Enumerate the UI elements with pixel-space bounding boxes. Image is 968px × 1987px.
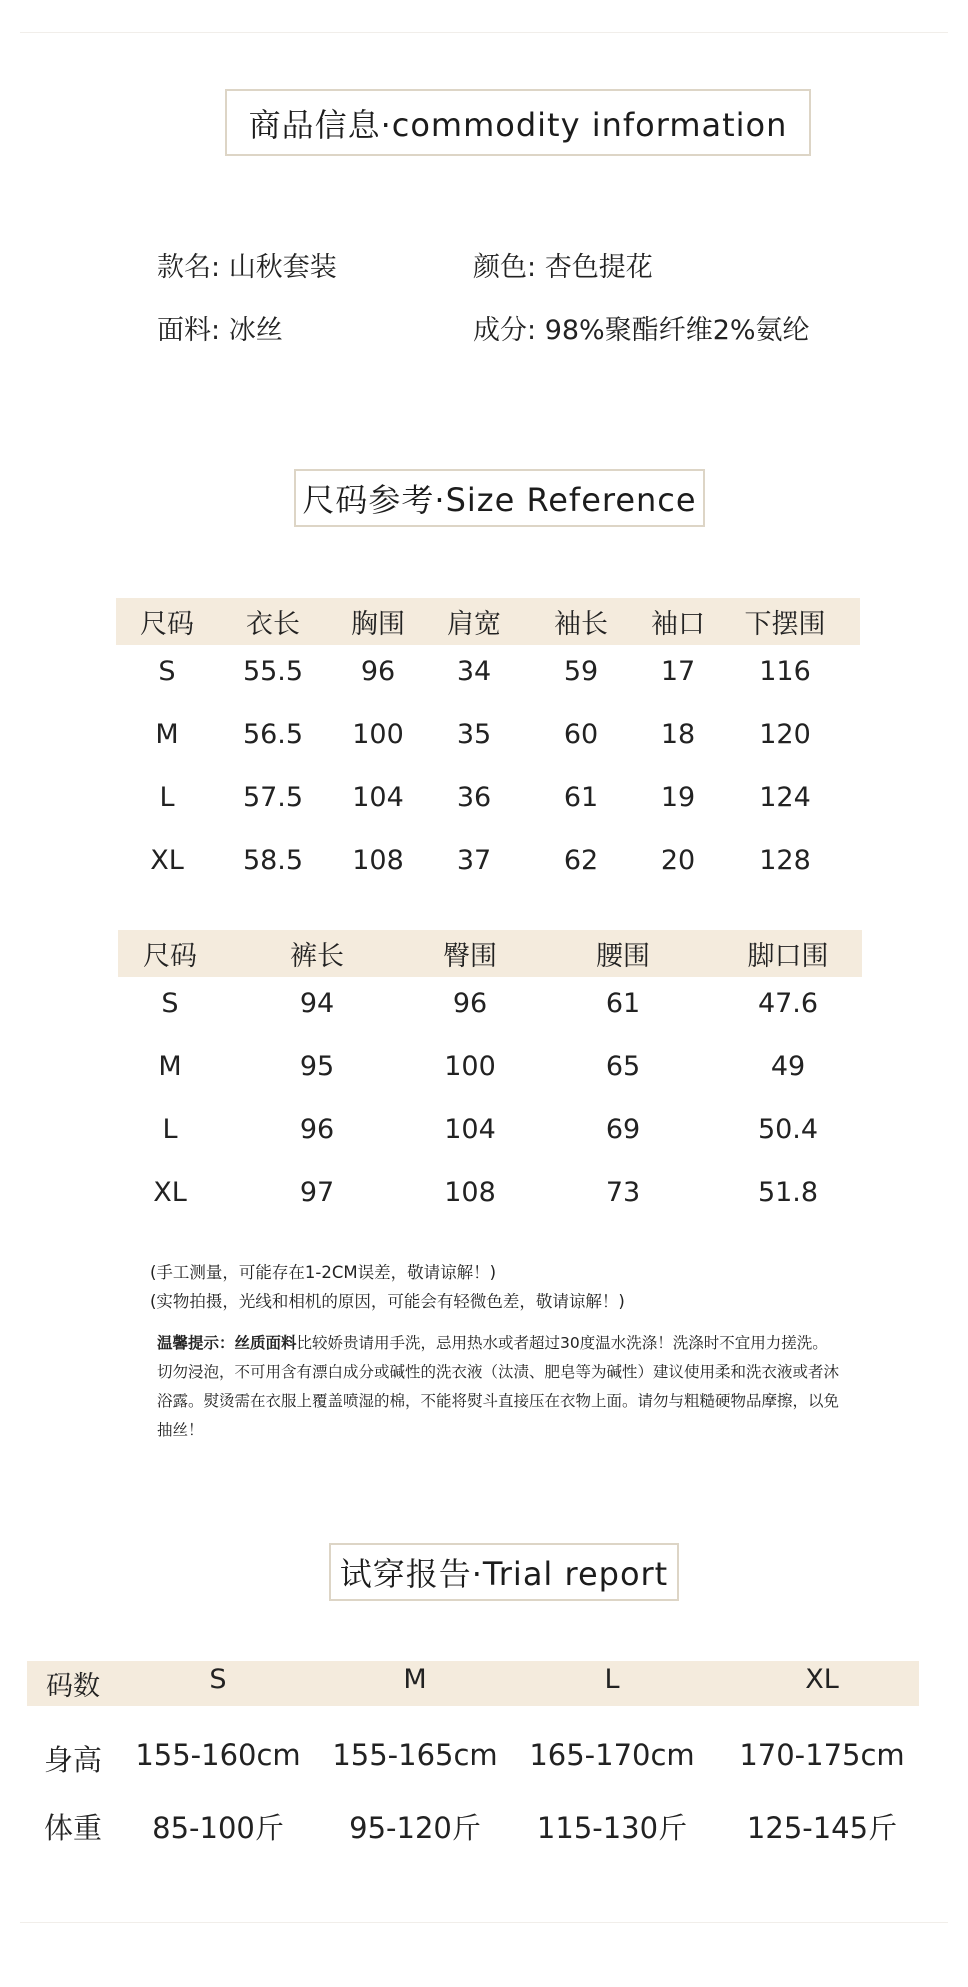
table-cell: 155-165cm: [332, 1738, 498, 1772]
table-cell: 65: [605, 1051, 641, 1082]
color-row: [473, 245, 653, 284]
composition-value: 98%聚酯纤维2%氨纶: [544, 315, 810, 346]
table-header-cell: 衣长: [246, 609, 300, 640]
table-cell: 58.5: [242, 845, 304, 876]
table-cell: 165-170cm: [529, 1738, 695, 1772]
table-cell: 100: [444, 1051, 496, 1082]
table-cell: 96: [452, 988, 488, 1019]
table-cell: XL: [150, 845, 184, 876]
table-header-cell: 码数: [46, 1671, 100, 1702]
table-cell: 57.5: [242, 782, 304, 813]
composition-row: [473, 308, 810, 347]
style-name-value: 山秋套装: [228, 252, 337, 283]
table-cell: 120: [759, 719, 811, 750]
table-cell: 51.8: [757, 1177, 819, 1208]
table-header-cell: 下摆围: [744, 609, 826, 640]
table-cell: 18: [660, 719, 696, 750]
table-cell: 108: [352, 845, 404, 876]
table-header-cell: 尺码: [143, 941, 197, 972]
style-name-label: 款名:: [157, 252, 221, 283]
table-header-cell: 裤长: [290, 941, 344, 972]
commodity-info-title: [225, 89, 811, 156]
table-header-cell: M: [403, 1664, 427, 1695]
table-cell: 115-130斤: [536, 1811, 688, 1845]
table-cell: 108: [444, 1177, 496, 1208]
table-cell: 61: [605, 988, 641, 1019]
table-cell: 20: [660, 845, 696, 876]
table-header-cell: XL: [805, 1664, 839, 1695]
table-header-cell: 脚口围: [747, 941, 829, 972]
fabric-value: 冰丝: [228, 315, 283, 346]
table-cell: M: [158, 1051, 182, 1082]
table-cell: 55.5: [242, 656, 304, 687]
trial-report-title-text: 试穿报告·Trial report: [339, 1555, 669, 1593]
measurement-note: (手工测量，可能存在1-2CM误差，敬请谅解！): [150, 1263, 497, 1282]
table-cell: 17: [660, 656, 696, 687]
table-cell: 95: [299, 1051, 335, 1082]
size-reference-title: [294, 469, 705, 527]
table-header-cell: L: [604, 1664, 620, 1695]
table-cell: 124: [759, 782, 811, 813]
table-cell: 73: [605, 1177, 641, 1208]
table-cell: 49: [770, 1051, 806, 1082]
table-cell: 104: [444, 1114, 496, 1145]
care-tips: [157, 1329, 843, 1445]
table-cell: 61: [563, 782, 599, 813]
table-header-cell: 尺码: [140, 609, 194, 640]
table-cell: 128: [759, 845, 811, 876]
table-cell: 104: [352, 782, 404, 813]
table-cell: 56.5: [242, 719, 304, 750]
table-cell: 96: [360, 656, 396, 687]
table-header-cell: 臀围: [443, 941, 497, 972]
table-cell: 95-120斤: [349, 1811, 481, 1845]
table-cell: 59: [563, 656, 599, 687]
table-header-cell: 胸围: [351, 609, 405, 640]
style-name-row: [157, 245, 337, 284]
table-cell: 34: [456, 656, 492, 687]
commodity-info-title-text: 商品信息·commodity information: [248, 105, 788, 144]
table-cell: 60: [563, 719, 599, 750]
photo-note: (实物拍摄，光线和相机的原因，可能会有轻微色差，敬请谅解！): [150, 1292, 625, 1311]
table-cell: 47.6: [757, 988, 819, 1019]
table-cell: 96: [299, 1114, 335, 1145]
trial-report-title: [329, 1543, 679, 1601]
care-tips-label: 温馨提示：: [157, 1334, 235, 1352]
table-cell: M: [155, 719, 179, 750]
color-value: 杏色提花: [544, 252, 653, 283]
table-cell: 69: [605, 1114, 641, 1145]
fabric-row: [157, 308, 283, 347]
bottom-divider: [20, 1922, 948, 1923]
top-divider: [20, 32, 948, 33]
trial-table-header-band: [27, 1661, 919, 1706]
table-cell: 116: [759, 656, 811, 687]
table-cell: 身高: [43, 1743, 103, 1777]
table-header-cell: S: [209, 1664, 227, 1695]
table-cell: 50.4: [757, 1114, 819, 1145]
table-cell: 62: [563, 845, 599, 876]
table-cell: 97: [299, 1177, 335, 1208]
table-cell: 37: [456, 845, 492, 876]
table-cell: 19: [660, 782, 696, 813]
table-header-cell: 袖长: [554, 609, 608, 640]
table-cell: S: [158, 656, 176, 687]
table-cell: S: [161, 988, 179, 1019]
table-cell: 体重: [43, 1811, 103, 1845]
size-reference-title-text: 尺码参考·Size Reference: [302, 481, 697, 519]
care-tips-text: 比较娇贵请用手洗，忌用热水或者超过30度温水洗涤！洗涤时不宜用力搓洗。切勿浸泡，不可用含有漂白成分或碱性的洗衣液（汰渍、肥皂等为碱性）建议使用柔和洗衣液或者沐浴露。熨烫需在衣服上覆盖喷湿的棉，不能将熨斗直接压在衣物上面。请勿与粗糙硬物品摩擦，以免抽丝！: [157, 1334, 840, 1439]
table-cell: 155-160cm: [135, 1738, 301, 1772]
table-cell: 125-145斤: [746, 1811, 898, 1845]
color-label: 颜色:: [473, 252, 537, 283]
table-cell: XL: [153, 1177, 187, 1208]
table-cell: 100: [352, 719, 404, 750]
table-cell: L: [162, 1114, 178, 1145]
table-cell: 35: [456, 719, 492, 750]
table-cell: L: [159, 782, 175, 813]
table-cell: 170-175cm: [739, 1738, 905, 1772]
table-header-cell: 腰围: [596, 941, 650, 972]
table-header-cell: 肩宽: [447, 609, 501, 640]
table-cell: 85-100斤: [152, 1811, 284, 1845]
table-header-cell: 袖口: [651, 609, 705, 640]
table-cell: 94: [299, 988, 335, 1019]
care-tips-fabric: 丝质面料: [234, 1334, 297, 1352]
table-cell: 36: [456, 782, 492, 813]
fabric-label: 面料:: [157, 315, 221, 346]
composition-label: 成分:: [473, 315, 537, 346]
